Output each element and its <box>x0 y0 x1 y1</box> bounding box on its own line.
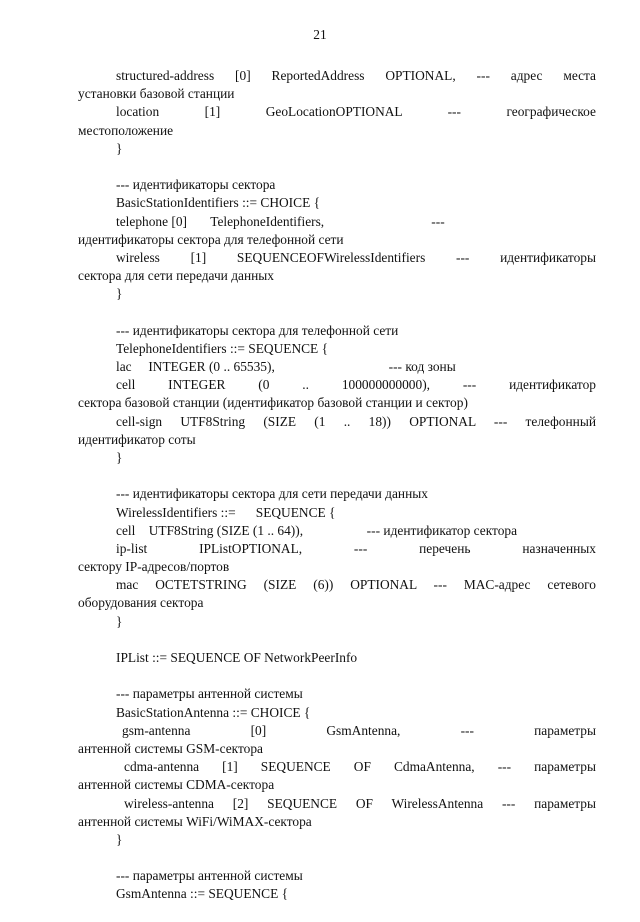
text-line: --- идентификаторы сектора для сети передачи данных <box>116 486 428 502</box>
text-line: TelephoneIdentifiers ::= SEQUENCE { <box>116 340 328 356</box>
text-line: } <box>116 449 123 465</box>
text-line: идентификаторы сектора для телефонной сети <box>78 231 344 247</box>
text-line: gsm-antenna [0] GsmAntenna, --- параметры <box>122 722 596 738</box>
text-line: местоположение <box>78 122 174 138</box>
blank-line <box>78 849 596 867</box>
text-line: cell INTEGER (0 .. 100000000000), --- идентификатор <box>116 377 596 393</box>
text-line: --- параметры антенной системы <box>116 868 303 884</box>
blank-line <box>78 158 596 176</box>
text-line: антенной системы WiFi/WiMAX-сектора <box>78 813 312 829</box>
text-line: BasicStationAntenna ::= CHOICE { <box>116 704 311 720</box>
blank-line <box>78 667 596 685</box>
blank-line <box>78 467 596 485</box>
text-line: GsmAntenna ::= SEQUENCE { <box>116 886 289 902</box>
blank-line <box>78 631 596 649</box>
text-line: антенной системы GSM-сектора <box>78 740 263 756</box>
text-line: антенной системы CDMA-сектора <box>78 777 275 793</box>
text-line: } <box>116 831 123 847</box>
text-line: lac INTEGER (0 .. 65535), --- код зоны <box>116 359 456 374</box>
text-line: оборудования сектора <box>78 595 204 611</box>
text-line: сектору IP-адресов/портов <box>78 559 230 575</box>
text-line: } <box>116 613 123 629</box>
page-number: 21 <box>313 27 327 42</box>
blank-line <box>78 303 596 321</box>
text-line: cell-sign UTF8String (SIZE (1 .. 18)) OPTIONAL --- телефонный <box>116 413 596 429</box>
text-line: } <box>116 286 123 302</box>
text-line: mac OCTETSTRING (SIZE (6)) OPTIONAL --- MAC-адрес сетевого <box>116 577 596 593</box>
text-line: } <box>116 140 123 156</box>
text-line: telephone [0] TelephoneIdentifiers, --- <box>116 213 445 229</box>
text-line: BasicStationIdentifiers ::= CHOICE { <box>116 195 321 211</box>
text-line: IPList ::= SEQUENCE OF NetworkPeerInfo <box>116 650 358 665</box>
text-line: wireless [1] SEQUENCEOFWirelessIdentifiers --- идентификаторы <box>116 249 596 265</box>
text-line: идентификатор соты <box>78 431 196 447</box>
text-line: cdma-antenna [1] SEQUENCE OF CdmaAntenna, --- параметры <box>124 759 596 775</box>
document-body <box>78 67 596 904</box>
text-line: location [1] GeoLocationOPTIONAL --- географическое <box>116 104 596 120</box>
text-line: сектора для сети передачи данных <box>78 268 274 284</box>
text-line: --- параметры антенной системы <box>116 686 303 702</box>
text-line: WirelessIdentifiers ::= SEQUENCE { <box>116 504 336 520</box>
text-line: cell UTF8String (SIZE (1 .. 64)), --- идентификатор сектора <box>116 522 518 538</box>
text-line: --- идентификаторы сектора <box>116 177 276 193</box>
text-line: сектора базовой станции (идентификатор базовой станции и сектор) <box>78 395 468 411</box>
text-line: --- идентификаторы сектора для телефонной сети <box>116 322 399 338</box>
text-line: установки базовой станции <box>78 86 235 102</box>
text-line: ip-list IPListOPTIONAL, --- перечень назначенных <box>116 540 596 556</box>
text-line: wireless-antenna [2] SEQUENCE OF WirelessAntenna --- параметры <box>124 795 596 811</box>
text-line: structured-address [0] ReportedAddress OPTIONAL, --- адрес места <box>116 68 596 83</box>
